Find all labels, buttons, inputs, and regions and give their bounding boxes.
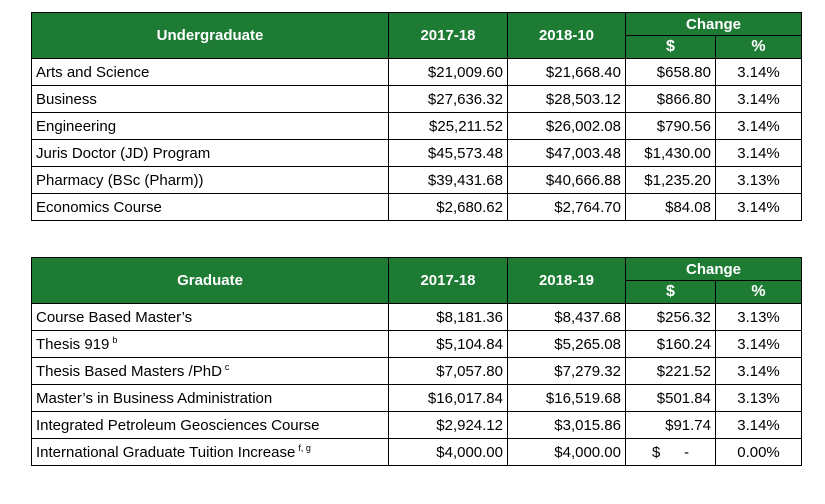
change-percent: 3.13% <box>716 167 802 194</box>
tuition-2017-18: $2,924.12 <box>389 412 508 439</box>
change-percent: 3.14% <box>716 113 802 140</box>
table-row <box>32 385 802 412</box>
graduate-title: Graduate <box>32 258 389 304</box>
change-dollar: $1,430.00 <box>626 140 716 167</box>
tuition-2018: $26,002.08 <box>508 113 626 140</box>
change-dollar: $501.84 <box>626 385 716 412</box>
table-row <box>32 59 802 86</box>
table-row <box>32 113 802 140</box>
change-dollar: $790.56 <box>626 113 716 140</box>
tuition-2018-19: $7,279.32 <box>508 358 626 385</box>
tuition-2018-19: $4,000.00 <box>508 439 626 466</box>
change-header: Change <box>626 13 802 36</box>
change-percent: 3.14% <box>716 59 802 86</box>
tuition-2018: $21,668.40 <box>508 59 626 86</box>
tuition-2017-18: $4,000.00 <box>389 439 508 466</box>
program-name: Engineering <box>32 113 389 140</box>
change-percent-header: % <box>716 36 802 59</box>
dollar-symbol: $ <box>652 443 661 461</box>
col-2018-19-header: 2018-19 <box>508 258 626 304</box>
tuition-2018: $40,666.88 <box>508 167 626 194</box>
col-2017-18-header: 2017-18 <box>389 258 508 304</box>
tuition-2018: $47,003.48 <box>508 140 626 167</box>
tuition-2017-18: $2,680.62 <box>389 194 508 221</box>
tuition-2018: $28,503.12 <box>508 86 626 113</box>
change-dollar: $91.74 <box>626 412 716 439</box>
undergraduate-table <box>31 12 802 221</box>
col-2018-header: 2018-10 <box>508 13 626 59</box>
tuition-2017-18: $21,009.60 <box>389 59 508 86</box>
program-name: Business <box>32 86 389 113</box>
change-dollar <box>626 439 716 466</box>
table-row <box>32 439 802 466</box>
change-percent-header: % <box>716 281 802 304</box>
table-row <box>32 140 802 167</box>
change-dollar: $160.24 <box>626 331 716 358</box>
change-percent: 3.14% <box>716 412 802 439</box>
change-dollar: $866.80 <box>626 86 716 113</box>
tuition-2017-18: $25,211.52 <box>389 113 508 140</box>
tuition-2017-18: $27,636.32 <box>389 86 508 113</box>
tuition-2018-19: $16,519.68 <box>508 385 626 412</box>
undergraduate-title: Undergraduate <box>32 13 389 59</box>
dash-value: - <box>684 443 689 461</box>
table-row <box>32 412 802 439</box>
change-percent: 3.14% <box>716 331 802 358</box>
program-name: Economics Course <box>32 194 389 221</box>
undergraduate-header-row <box>32 13 802 36</box>
change-dollar: $221.52 <box>626 358 716 385</box>
change-percent: 3.13% <box>716 385 802 412</box>
change-percent: 3.14% <box>716 140 802 167</box>
program-name: Pharmacy (BSc (Pharm)) <box>32 167 389 194</box>
program-name: Juris Doctor (JD) Program <box>32 140 389 167</box>
program-name: Thesis Based Masters /PhD $^c$ <box>32 358 389 385</box>
program-name: Course Based Master’s <box>32 304 389 331</box>
change-dollar-header: $ <box>626 281 716 304</box>
change-percent: 3.13% <box>716 304 802 331</box>
footnote-marker: f, g <box>298 443 311 453</box>
tuition-2017-18: $39,431.68 <box>389 167 508 194</box>
tuition-2017-18: $7,057.80 <box>389 358 508 385</box>
program-name: Arts and Science <box>32 59 389 86</box>
tuition-2018-19: $5,265.08 <box>508 331 626 358</box>
footnote-marker: c <box>224 362 230 372</box>
footnote-marker: b <box>112 335 118 345</box>
change-percent: 3.14% <box>716 194 802 221</box>
change-percent: 3.14% <box>716 86 802 113</box>
tuition-2017-18: $8,181.36 <box>389 304 508 331</box>
program-name: Master’s in Business Administration <box>32 385 389 412</box>
change-dollar: $84.08 <box>626 194 716 221</box>
program-name: International Graduate Tuition Increase $^{f, g}$ <box>32 439 389 466</box>
change-percent: 0.00% <box>716 439 802 466</box>
tuition-2018-19: $3,015.86 <box>508 412 626 439</box>
table-row <box>32 194 802 221</box>
table-row <box>32 331 802 358</box>
change-percent: 3.14% <box>716 358 802 385</box>
tuition-2017-18: $16,017.84 <box>389 385 508 412</box>
table-row <box>32 304 802 331</box>
change-dollar: $1,235.20 <box>626 167 716 194</box>
change-dollar: $256.32 <box>626 304 716 331</box>
table-row <box>32 167 802 194</box>
table-row <box>32 358 802 385</box>
table-row <box>32 86 802 113</box>
change-dollar: $658.80 <box>626 59 716 86</box>
tuition-2017-18: $5,104.84 <box>389 331 508 358</box>
change-dollar-header: $ <box>626 36 716 59</box>
tuition-2018: $2,764.70 <box>508 194 626 221</box>
program-name: Thesis 919 $^b$ <box>32 331 389 358</box>
tuition-2018-19: $8,437.68 <box>508 304 626 331</box>
graduate-header-row <box>32 258 802 281</box>
program-name: Integrated Petroleum Geosciences Course <box>32 412 389 439</box>
col-2017-18-header: 2017-18 <box>389 13 508 59</box>
graduate-table <box>31 257 802 466</box>
tuition-2017-18: $45,573.48 <box>389 140 508 167</box>
change-header: Change <box>626 258 802 281</box>
